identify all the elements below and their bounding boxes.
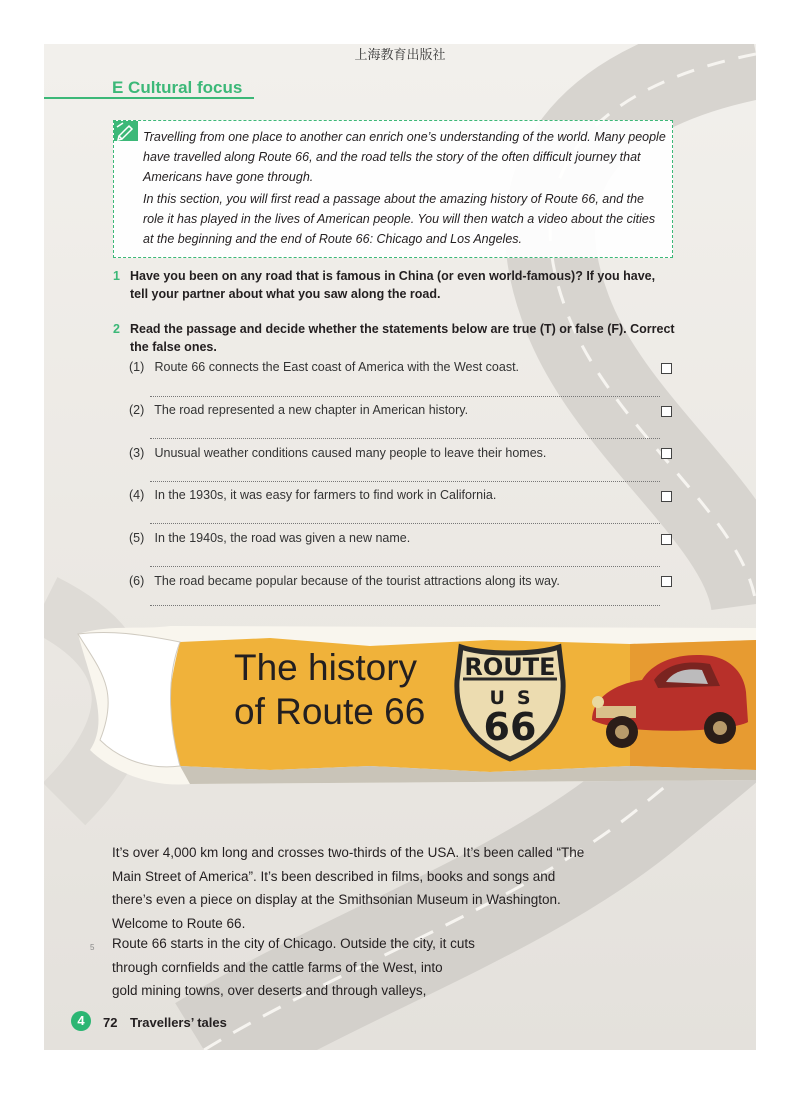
statement-index: (3) — [129, 446, 145, 460]
passage-line: Main Street of America”. It’s been described in films, books and songs and — [112, 868, 556, 884]
passage-line: there’s even a piece on display at the Smithsonian Museum in Washington. — [112, 892, 561, 907]
intro-paragraph: Travelling from one place to another can enrich one’s understanding of the world. Many people have travelled along Route 66, and the road tells the story of the often difficult journey that Americans have gone through. — [143, 130, 666, 184]
page-number: 72 — [103, 1015, 118, 1030]
publisher-name: 上海教育出版社 — [354, 48, 446, 63]
line-number-marker: 5 — [90, 943, 95, 952]
answer-line[interactable] — [150, 438, 660, 439]
statement — [129, 446, 546, 460]
statement — [129, 531, 410, 545]
statement-text: The road became popular because of the tourist attractions along its way. — [154, 574, 560, 588]
true-false-checkbox[interactable] — [661, 363, 672, 374]
passage-paragraph-2 — [112, 932, 592, 1003]
answer-line[interactable] — [150, 523, 660, 524]
answer-line[interactable] — [150, 481, 660, 482]
statement-text: Route 66 connects the East coast of America with the West coast. — [154, 360, 520, 374]
unit-number-badge: 4 — [71, 1011, 91, 1031]
passage-line: Welcome to Route 66. — [112, 915, 246, 931]
question-number: 1 — [113, 269, 120, 283]
passage-line: through cornfields and the cattle farms of the West, into — [112, 959, 443, 975]
intro-paragraph: In this section, you will first read a passage about the amazing history of Route 66, and the role it has played in the lives of American people. You will then watch a video about the cities at the beginning and the end of Route 66: Chicago and Los Angeles. — [143, 192, 656, 246]
true-false-checkbox[interactable] — [661, 406, 672, 417]
statement — [129, 488, 496, 502]
section-title-underline — [44, 97, 254, 99]
passage-line: gold mining towns, over deserts and through valleys, — [112, 983, 427, 998]
passage-paragraph-1 — [112, 841, 592, 935]
true-false-checkbox[interactable] — [661, 491, 672, 502]
statement — [129, 574, 560, 588]
shield-route-text: ROUTE — [464, 653, 556, 681]
statement-index: (1) — [129, 360, 145, 374]
question-text: Read the passage and decide whether the statements below are true (T) or false (F). Correct the false ones. — [130, 322, 675, 354]
shield-us-text: US — [489, 687, 543, 709]
banner-title-line2: of Route 66 — [234, 691, 426, 732]
statement-index: (6) — [129, 574, 145, 588]
true-false-checkbox[interactable] — [661, 576, 672, 587]
passage-line: It’s over 4,000 km long and crosses two-thirds of the USA. It’s been called “The — [112, 845, 585, 860]
banner-title-line1: The history — [234, 647, 418, 688]
passage-line: Route 66 starts in the city of Chicago. Outside the city, it cuts — [112, 936, 475, 951]
statement-text: Unusual weather conditions caused many people to leave their homes. — [154, 446, 547, 460]
shield-number-text: 66 — [483, 705, 537, 749]
statement-text: In the 1940s, the road was given a new name. — [154, 531, 411, 545]
statement-index: (5) — [129, 531, 145, 545]
true-false-checkbox[interactable] — [661, 534, 672, 545]
statement-index: (4) — [129, 488, 145, 502]
answer-line[interactable] — [150, 605, 660, 606]
answer-line[interactable] — [150, 566, 660, 567]
statement-text: The road represented a new chapter in American history. — [154, 403, 469, 417]
answer-line[interactable] — [150, 396, 660, 397]
pencil-icon — [114, 121, 138, 141]
statement — [129, 360, 519, 374]
true-false-checkbox[interactable] — [661, 448, 672, 459]
unit-title: Travellers’ tales — [130, 1015, 227, 1030]
statement-index: (2) — [129, 403, 145, 417]
section-title: E Cultural focus — [112, 78, 243, 97]
statement — [129, 403, 468, 417]
statement-text: In the 1930s, it was easy for farmers to find work in California. — [154, 488, 497, 502]
question-number: 2 — [113, 322, 120, 336]
question-text: Have you been on any road that is famous in China (or even world-famous)? If you have, tell your partner about what you saw along the road. — [130, 269, 656, 301]
vintage-car-illustration — [582, 640, 752, 760]
